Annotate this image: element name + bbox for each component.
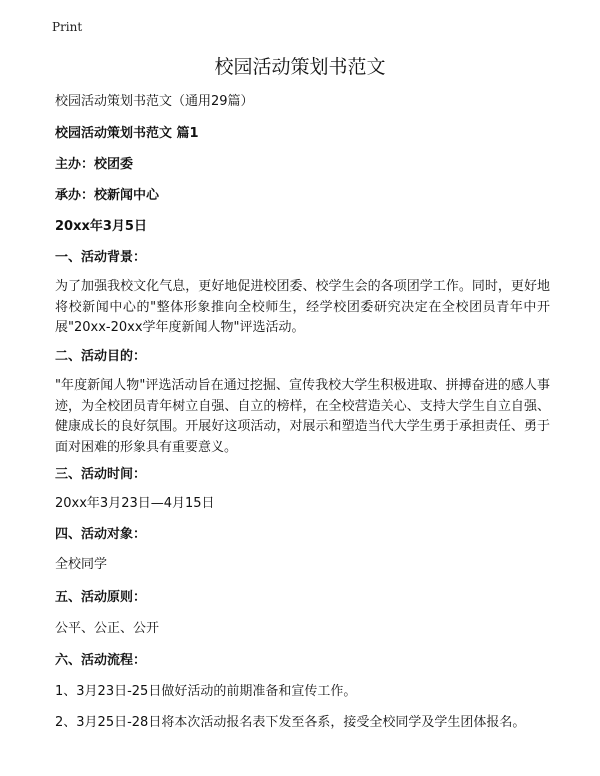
background-paragraph: 为了加强我校文化气息，更好地促进校团委、校学生会的各项团学工作。同时，更好地将校新闻中心的"整体形象推向全校师生，经学校团委研究决定在全校团员青年中开展"20xx-20xx学年度新闻人物"评选活动。 <box>55 279 550 335</box>
purpose-heading: 二、活动目的： <box>55 349 147 364</box>
document-subtitle: 校园活动策划书范文（通用29篇） <box>55 94 254 109</box>
date-line: 20xx年3月5日 <box>55 219 147 234</box>
article-heading: 校园活动策划书范文 篇1 <box>55 126 199 141</box>
process-step: 2、3月25日-28日将本次活动报名表下发至各系，接受全校同学及学生团体报名。 <box>55 715 526 730</box>
process-step: 1、3月23日-25日做好活动的前期准备和宣传工作。 <box>55 684 357 699</box>
host-line: 主办：校团委 <box>55 157 134 172</box>
time-heading: 三、活动时间： <box>55 467 147 482</box>
organizer-line: 承办：校新闻中心 <box>55 188 160 203</box>
print-link[interactable]: Print <box>52 20 83 34</box>
principle-text: 公平、公正、公开 <box>55 621 160 636</box>
target-text: 全校同学 <box>55 557 108 572</box>
document-title: 校园活动策划书范文 <box>214 56 386 78</box>
time-text: 20xx年3月23日—4月15日 <box>55 496 215 511</box>
background-heading: 一、活动背景： <box>55 250 147 265</box>
purpose-paragraph: "年度新闻人物"评选活动旨在通过挖掘、宣传我校大学生积极进取、拼搏奋进的感人事迹，为全校团员青年树立自强、自立的榜样，在全校营造关心、支持大学生自立自强、健康成长的良好氛围。开展好这项活动，对展示和塑造当代大学生勇于承担责任、勇于面对困难的形象具有重要意义。 <box>55 378 550 455</box>
target-heading: 四、活动对象： <box>55 527 147 542</box>
process-heading: 六、活动流程： <box>55 653 147 668</box>
principle-heading: 五、活动原则： <box>55 590 147 605</box>
